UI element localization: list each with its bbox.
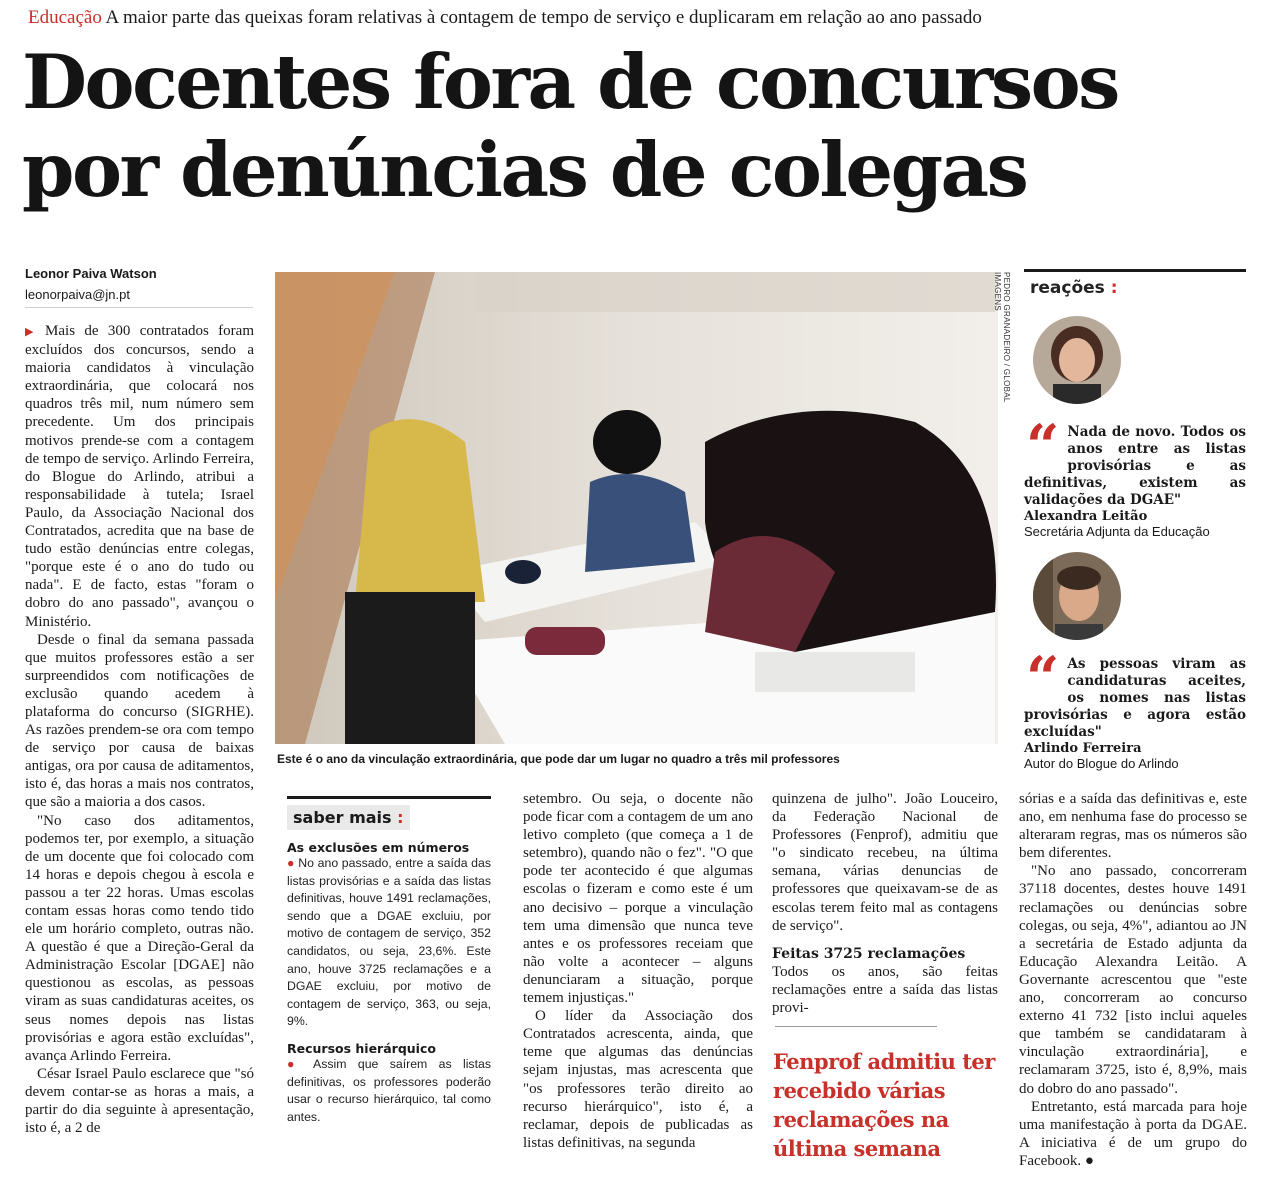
subheading: Feitas 3725 reclamações xyxy=(772,945,966,962)
end-mark-icon: ● xyxy=(1084,1152,1094,1169)
article-column-3 xyxy=(523,790,753,1152)
reaction-quote-1: “ Nada de novo. Todos os anos entre as listas provisórias e as definitivas, existem as validações da DGAE" Alexandra Leitão Secretária Adjunta da Educação xyxy=(1024,412,1246,539)
headline xyxy=(22,38,1242,214)
dot-bullet-icon: ● xyxy=(287,856,295,870)
reaction-quote-2: “ As pessoas viram as candidaturas aceites, os nomes nas listas provisórias e agora estão excluídas" Arlindo Ferreira Autor do Blogue do Arlindo xyxy=(1024,644,1246,771)
paragraph: quinzena de julho". João Louceiro, da Federação Nacional de Professores (Fenprof), admitiu que "o sindicato recebeu, na última semana, várias denuncias de professores que queixavam-se de as escolas terem feito mal as contagens de serviço". xyxy=(772,791,998,934)
saber-mais-title: saber mais : xyxy=(287,805,410,830)
paragraph: "No ano passado, concorreram 37118 docentes, destes houve 1491 reclamações ou denúncias sobre colegas, ou seja, 4%", adiantou ao JN a secretária de Estado adjunta da Educação Alexandra Leitão. A Governante acrescentou que "este ano, concorreram ao concurso externo 41 732 [isto inclui aqueles que também se candidataram à vinculação extraordinária], e reclamaram 3725, isto é, 8,9%, mais do dobro do ano passado". xyxy=(1019,863,1247,1097)
triangle-bullet-icon: ▶ xyxy=(25,326,40,338)
article-column-1 xyxy=(25,322,254,1137)
article-photo xyxy=(275,272,998,744)
avatar-arlindo-ferreira xyxy=(1033,552,1121,640)
paragraph: Desde o final da semana passada que muitos professores estão a ser surpreendidos com notificações de exclusão quando acedem à plataforma do concurso (SIGRHE). As razões prendem-se ora com tempo de serviço por causa de baixas antigas, ora por causa de aditamentos, isto é, das horas a mais nos contratos, que são a maioria a dos casos. xyxy=(25,631,254,811)
quote-mark-icon: “ xyxy=(1026,644,1060,712)
box-text-exclusoes: ● No ano passado, entre a saída das listas provisórias e a saída das listas definitivas, houve 1491 reclamações, sendo que a DGAE excluiu, por motivo de contagem de serviço, 352 candidatos, ou seja, 23,6%. Este ano, houve 3725 reclamações e a DGAE excluiu, por motivo de contagem de serviço, 363, ou seja, 9%. xyxy=(287,856,492,1029)
headline-line-2: por denúncias de colegas xyxy=(22,126,1027,214)
reactions-title: reações : xyxy=(1030,278,1118,298)
article-column-4 xyxy=(772,790,998,1017)
pull-quote-rule xyxy=(775,1026,937,1027)
quote-author: Arlindo Ferreira xyxy=(1024,741,1142,756)
box-heading-recursos: Recursos hierárquico xyxy=(287,1040,436,1056)
reactions-top-rule xyxy=(1024,269,1246,272)
classroom-photo-illustration xyxy=(275,272,998,744)
quote-role: Autor do Blogue do Arlindo xyxy=(1024,756,1179,771)
paragraph: sórias e a saída das definitivas e, este ano, em nenhuma fase do processo se alteraram regras, mas os números são bem diferentes. xyxy=(1019,791,1247,862)
pull-quote: Fenprof admitiu ter recebido várias reclamações na última semana xyxy=(773,1049,995,1161)
photo-credit: PEDRO GRANADEIRO / GLOBAL IMAGENS xyxy=(993,272,1011,403)
paragraph: "No caso dos aditamentos, podemos ter, por exemplo, a situação de um docente que foi colocado com 14 horas e depois chegou à escola e passou a ter 22 horas. Umas escolas contam essas horas como tendo tido ele um horário completo, outras não. A questão é que a Direção-Geral da Administração Escolar [DGAE] não questionou as escolas, as pessoas viram as suas candidaturas aceites, os seus nomes depois nas listas provisórias e agora estão excluídas", avança Arlindo Ferreira. xyxy=(25,812,254,1064)
paragraph: Entretanto, está marcada para hoje uma manifestação à porta da DGAE. A iniciativa é de um grupo do Facebook. ● xyxy=(1019,1098,1247,1169)
saber-mais-box xyxy=(287,796,491,1158)
headline-line-1: Docentes fora de concursos xyxy=(22,38,1118,126)
box-text-recursos: ● Assim que saírem as listas definitivas, os professores poderão usar o recurso hierárquico, tal como antes. xyxy=(287,1056,491,1124)
dot-bullet-icon: ● xyxy=(287,1056,303,1071)
quote-mark-icon: “ xyxy=(1026,412,1060,480)
paragraph: ▶ Mais de 300 contratados foram excluídos dos concursos, sendo a maioria candidatos à vinculação extraordinária, que colocará nos quadros três mil, num número sem precedente. Um dos principais motivos prende-se com a contagem de tempo de serviço. Arlindo Ferreira, do Blogue do Arlindo, atribui a responsabilidade à tutela; Israel Paulo, da Associação Nacional dos Contratados, acredita que na base de tudo estão denúncias entre colegas, "porque este é o ano do tudo ou nada". E de facto, estas "foram o dobro do ano passado", avançou o Ministério. xyxy=(25,323,254,630)
byline-author: Leonor Paiva Watson xyxy=(25,266,157,281)
section-label: Educação xyxy=(28,7,102,28)
paragraph: O líder da Associação dos Contratados acrescenta, ainda, que teme que algumas das denúncias sejam injustas, mas acrescenta que "os professores terão direito ao recurso hierárquico", isto é, a reclamar, depois de publicadas as listas definitivas, na segunda xyxy=(523,1008,753,1151)
paragraph: setembro. Ou seja, o docente não pode ficar com a contagem de um ano letivo completo (que começa a 1 de setembro), quando não o fez". "O que pode ter acontecido é que algumas escolas o fizeram e como este é um ano decisivo – porque a vinculação tem uma dimensão que nunca teve antes e os professores receiam que não volte a acontecer – alguns denunciaram a situação, porque temem injustiças." xyxy=(523,791,753,1007)
photo-caption: Este é o ano da vinculação extraordinária, que pode dar um lugar no quadro a três mil professores xyxy=(277,752,840,766)
box-heading-exclusoes: As exclusões em números xyxy=(287,840,470,855)
paragraph: César Israel Paulo esclarece que "só devem contar-se as horas a mais, a partir do dia seguinte à apresentação, isto é, a 2 de xyxy=(25,1065,254,1137)
quote-author: Alexandra Leitão xyxy=(1024,509,1148,524)
avatar-alexandra-leitao xyxy=(1033,316,1121,404)
article-column-5 xyxy=(1019,790,1247,1170)
kicker-text: A maior parte das queixas foram relativas à contagem de tempo de serviço e duplicaram em relação ao ano passado xyxy=(105,7,982,28)
quote-role: Secretária Adjunta da Educação xyxy=(1024,524,1210,539)
byline-divider xyxy=(25,307,253,308)
box-top-rule xyxy=(287,796,491,799)
kicker-line xyxy=(28,6,1248,30)
byline-email[interactable]: leonorpaiva@jn.pt xyxy=(25,287,130,302)
paragraph: Todos os anos, são feitas reclamações entre a saída das listas provi- xyxy=(772,963,998,1017)
